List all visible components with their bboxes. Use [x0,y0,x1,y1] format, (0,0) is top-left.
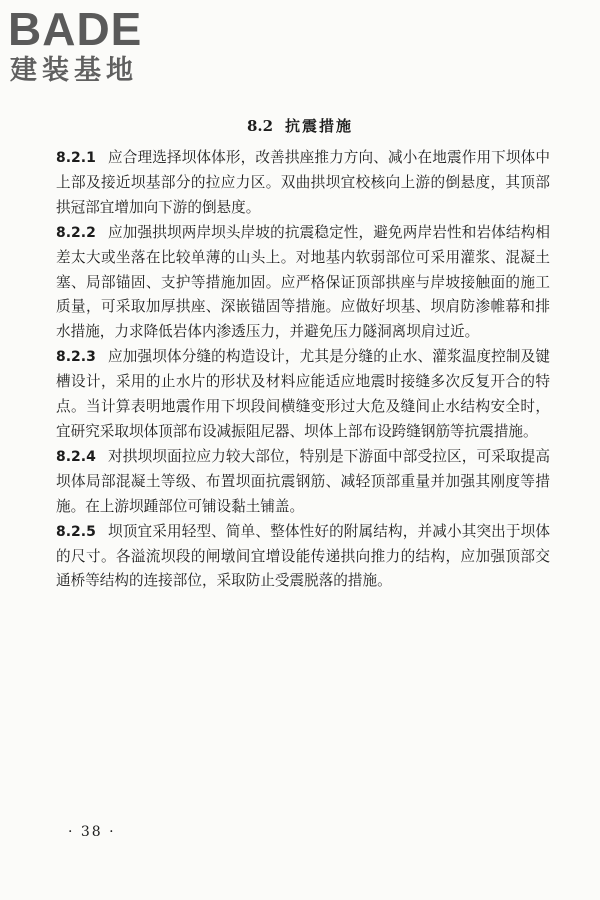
clause-paragraph [56,146,550,221]
clause-text: 对拱坝坝面拉应力较大部位，特别是下游面中部受拉区，可采取提高坝体局部混凝土等级、布置坝面抗震钢筋、减轻顶部重量并加强其刚度等措施。在上游坝踵部位可铺设黏土铺盖。 [56,447,550,515]
clause-number: 8.2.4 [56,448,96,465]
page-number: · 38 · [68,824,116,840]
clause-text: 坝顶宜采用轻型、简单、整体性好的附属结构，并减小其突出于坝体的尺寸。各溢流坝段的闸墩间宜增设能传递拱向推力的结构，应加强顶部交通桥等结构的连接部位，采取防止受震脱落的措施。 [56,522,550,590]
section-title-text: 抗震措施 [285,117,354,135]
section-heading [0,116,600,136]
clause-number: 8.2.1 [56,150,96,166]
logo-wordmark: BADE [8,3,143,55]
clause-number: 8.2.3 [56,349,96,366]
clause-paragraph [56,345,550,445]
clause-number: 8.2.2 [56,224,96,241]
clause-text: 应加强拱坝两岸坝头岸坡的抗震稳定性，避免两岸岩性和岩体结构相差太大或坐落在比较单薄的山头上。对地基内软弱部位可采用灌浆、混凝土塞、局部锚固、支护等措施加固。应严格保证顶部拱座与岸坡接触面的施工质量，可采取加厚拱座、深嵌锚固等措施。应做好坝基、坝肩防渗帷幕和排水措施，力求降低岩体内渗透压力，并避免压力隧洞离坝肩过近。 [56,223,550,341]
clause-paragraph [56,520,550,595]
section-number: 8.2 [246,117,274,135]
brand-logo [8,3,178,86]
document-body [56,146,550,594]
clause-text: 应加强坝体分缝的构造设计，尤其是分缝的止水、灌浆温度控制及键槽设计，采用的止水片的形状及材料应能适应地震时接缝多次反复开合的特点。当计算表明地震作用下坝段间横缝变形过大危及缝间止水结构安全时，宜研究采取坝体顶部布设减振阻尼器、坝体上部布设跨缝钢筋等抗震措施。 [56,348,550,440]
clause-text: 应合理选择坝体体形，改善拱座推力方向、减小在地震作用下坝体中上部及接近坝基部分的拉应力区。双曲拱坝宜校核向上游的倒悬度，其顶部拱冠部宜增加向下游的倒悬度。 [56,149,550,216]
clause-paragraph [56,221,550,346]
clause-paragraph [56,445,550,520]
clause-number: 8.2.5 [56,523,96,540]
logo-subtitle: 建装基地 [10,55,138,86]
